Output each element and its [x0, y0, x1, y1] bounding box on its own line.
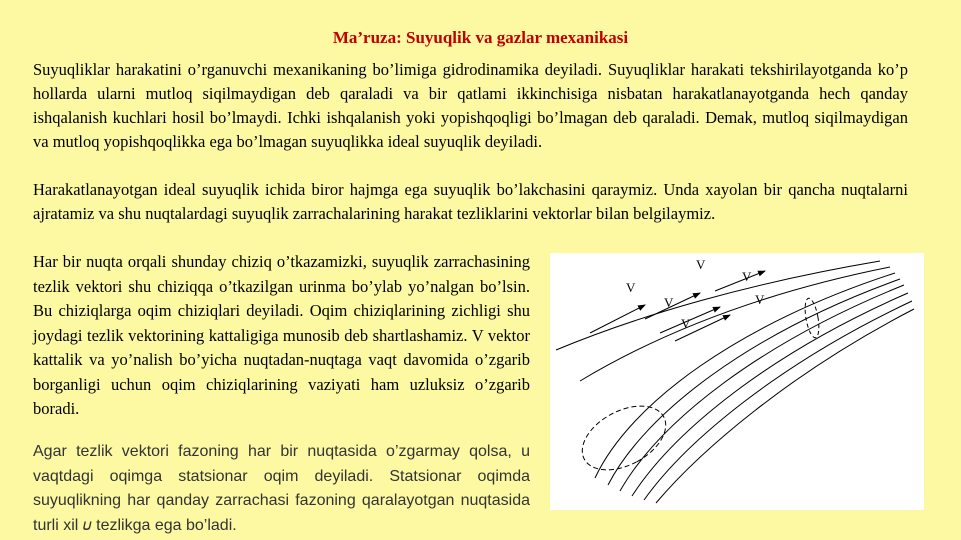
vector-label: V	[681, 316, 691, 331]
vector-label: V	[742, 269, 752, 284]
streamline-4	[608, 279, 900, 485]
paragraph-streamlines: Har bir nuqta orqali shunday chiziq o’tkazamizki, suyuqlik zarrachasining tezlik vektori shu chiziqqa o’tkazilgan urinma bo’ylab yo’nalgan bo’lsin. Bu chiziqlarga oqim chiziqlari deyiladi. Oqim chiziqlarining zichligi shu joydagi tezlik vektorining kattaligiga munosib deb shartlashamiz. V vektor kattalik va yo’nalish bo’yicha nuqtadan-nuqtaga vaqt davomida o’zgarib borganligi uchun oqim chiziqlarining vaziyati ham uzluksiz o’zgarib boradi.	[33, 252, 530, 418]
streamline-diagram	[550, 253, 924, 510]
lecture-title: Ma’ruza: Suyuqlik va gazlar mexanikasi	[332, 28, 629, 47]
cross-section-narrow	[803, 297, 822, 338]
streamline-3	[595, 273, 895, 478]
paragraph-fluid-particle: Harakatlanayotgan ideal suyuqlik ichida biror hajmga ega suyuqlik bo’lakchasini qaraymiz. Unda xayolan bir qancha nuqtalarni ajratamiz va shu nuqtalardagi suyuqlik zarrachalarining harakat tezliklarini vektorlar bilan belgilaymiz.	[33, 180, 908, 223]
vector-label: V	[755, 292, 765, 307]
streamline-figure	[550, 253, 924, 510]
velocity-vector	[590, 305, 645, 333]
streamline-1	[556, 261, 880, 350]
paragraph-hydrodynamics: Suyuqliklar harakatini o’rganuvchi mexanikaning bo’limiga gidrodinamika deyiladi. Suyuqliklar harakati tekshirilayotganda ko’p hollarda ularni mutloq siqilmaydigan deb qaraladi va bir qatlami ikkinchisiga nisbatan harakatlanayotganda hech qanday ishqalanish kuchlari hosil bo’lmaydi. Ichki ishqalanish yoki yopishqoqligi bo’lmagan deb qaraladi. Demak, mutloq siqilmaydigan va mutloq yopishqoqlikka ega bo’lmagan suyuqlikka ideal suyuqlik deyiladi.	[33, 60, 908, 151]
paragraph-stationary-flow: Agar tezlik vektori fazoning har bir nuqtasida o’zgarmay qolsa, u vaqtdagi oqimga statsionar oqim deyiladi. Statsionar oqimda suyuqlikning har qanday zarrachasi fazoning qaralayotgan nuqtasida turli xil 𝜐 tezlikga ega bo’ladi.	[33, 443, 530, 534]
vector-label: V	[626, 280, 636, 295]
vector-label: V	[664, 295, 674, 310]
velocity-vector	[715, 271, 765, 291]
vector-label: V	[696, 257, 706, 272]
